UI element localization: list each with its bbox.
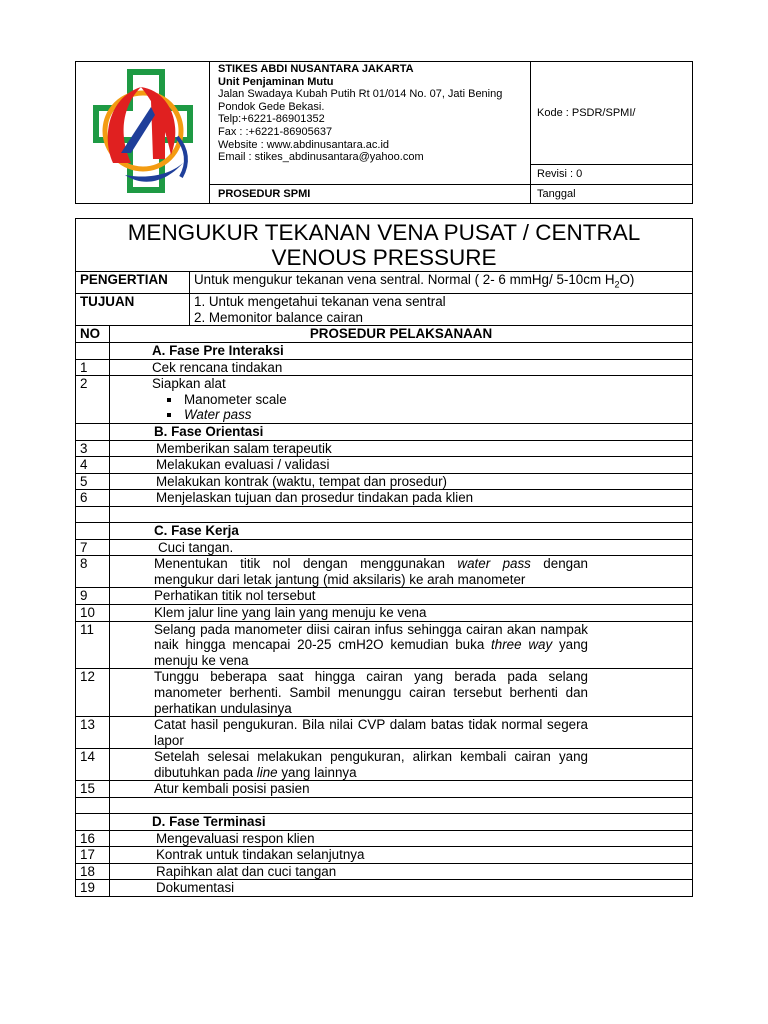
tanggal-cell <box>531 184 693 203</box>
tujuan-item: 2. Memonitor balance cairan <box>194 309 363 325</box>
step-no: 6 <box>76 490 110 507</box>
doc-type-cell <box>210 184 531 203</box>
tujuan-label: TUJUAN <box>76 294 190 326</box>
col-no-header: NO <box>76 326 110 343</box>
tujuan-text <box>190 294 693 326</box>
step-no: 4 <box>76 457 110 474</box>
step-no: 3 <box>76 440 110 457</box>
step-text: Menjelaskan tujuan dan prosedur tindakan pada klien <box>110 490 693 507</box>
step-no: 14 <box>76 749 110 781</box>
step-no: 17 <box>76 847 110 864</box>
phase-heading: C. Fase Kerja <box>110 522 693 539</box>
pengertian-label: PENGERTIAN <box>76 272 190 294</box>
website: Website : www.abdinusantara.ac.id <box>218 138 389 151</box>
step-text: Siapkan alat ▪ Manometer scale ▪ Water pass <box>110 376 693 424</box>
step-text: Cek rencana tindakan <box>110 359 693 376</box>
unit-name: Unit Penjaminan Mutu <box>218 75 334 88</box>
logo <box>76 62 210 204</box>
address-line: Jalan Swadaya Kubah Putih Rt 01/014 No. 07, Jati Bening <box>218 88 503 101</box>
col-prosedur-header: PROSEDUR PELAKSANAAN <box>110 326 693 343</box>
page-title: MENGUKUR TEKANAN VENA PUSAT / CENTRAL VENOUS PRESSURE <box>76 219 693 272</box>
step-no: 11 <box>76 621 110 669</box>
step-no: 9 <box>76 588 110 605</box>
step-no: 19 <box>76 880 110 897</box>
step-no: 8 <box>76 556 110 588</box>
step-no: 5 <box>76 473 110 490</box>
step-text: Dokumentasi <box>110 880 693 897</box>
step-no: 18 <box>76 863 110 880</box>
phase-heading: A. Fase Pre Interaksi <box>110 343 693 360</box>
tanggal: Tanggal <box>537 187 576 200</box>
step-text: Catat hasil pengukuran. Bila nilai CVP dalam batas tidak normal segera lapor <box>110 717 693 749</box>
address-line: Pondok Gede Bekasi. <box>218 100 325 113</box>
bullet-item: ▪ Water pass <box>182 407 688 423</box>
step-no: 12 <box>76 669 110 717</box>
step-no: 10 <box>76 604 110 621</box>
step-text: Atur kembali posisi pasien <box>110 781 693 798</box>
procedure-table <box>75 218 693 897</box>
bullet-list <box>152 392 688 423</box>
header-table <box>75 61 693 204</box>
phase-heading: D. Fase Terminasi <box>110 814 693 831</box>
tujuan-item: 1. Untuk mengetahui tekanan vena sentral <box>194 294 446 310</box>
step-text: Setelah selesai melakukan pengukuran, alirkan kembali cairan yang dibutuhkan pada line yang lainnya <box>110 749 693 781</box>
institution-name: STIKES ABDI NUSANTARA JAKARTA <box>218 63 414 75</box>
step-text: Melakukan evaluasi / validasi <box>110 457 693 474</box>
step-no: 16 <box>76 830 110 847</box>
kode-cell <box>531 62 693 165</box>
kode: Kode : PSDR/SPMI/ <box>537 106 636 119</box>
step-text: Selang pada manometer diisi cairan infus sehingga cairan akan nampak naik hingga mencapai 20-25 cmH2O kemudian buka three way yang menuju ke vena <box>110 621 693 669</box>
step-text: Cuci tangan. <box>110 539 693 556</box>
step-text: Menentukan titik nol dengan menggunakan water pass dengan mengukur dari letak jantung (mid aksilaris) ke arah manometer <box>110 556 693 588</box>
step-text: Memberikan salam terapeutik <box>110 440 693 457</box>
doc-type: PROSEDUR SPMI <box>218 187 311 200</box>
pengertian-text: Untuk mengukur tekanan vena sentral. Normal ( 2- 6 mmHg/ 5-10cm $H_2O$) <box>190 272 693 294</box>
step-text: Kontrak untuk tindakan selanjutnya <box>110 847 693 864</box>
step-no: 2 <box>76 376 110 424</box>
institution-info <box>210 62 531 185</box>
step-no: 1 <box>76 359 110 376</box>
step-text: Melakukan kontrak (waktu, tempat dan prosedur) <box>110 473 693 490</box>
institution-logo-icon <box>91 67 195 195</box>
phase-heading: B. Fase Orientasi <box>110 424 693 441</box>
bullet-item: ▪ Manometer scale <box>182 392 688 408</box>
step-text: Tunggu beberapa saat hingga cairan yang berada pada selang manometer berhenti. Sambil menunggu cairan tersebut berhenti dan perhatikan undulasinya <box>110 669 693 717</box>
step-text: Rapihkan alat dan cuci tangan <box>110 863 693 880</box>
step-text: Mengevaluasi respon klien <box>110 830 693 847</box>
step-no: 13 <box>76 717 110 749</box>
email: Email : stikes_abdinusantara@yahoo.com <box>218 151 424 164</box>
step-text: Klem jalur line yang lain yang menuju ke vena <box>110 604 693 621</box>
step-no: 15 <box>76 781 110 798</box>
step-text: Perhatikan titik nol tersebut <box>110 588 693 605</box>
revisi: Revisi : 0 <box>537 167 583 180</box>
revisi-cell <box>531 164 693 184</box>
telephone: Telp:+6221-86901352 <box>218 113 325 126</box>
fax: Fax : :+6221-86905637 <box>218 125 333 138</box>
step-no: 7 <box>76 539 110 556</box>
